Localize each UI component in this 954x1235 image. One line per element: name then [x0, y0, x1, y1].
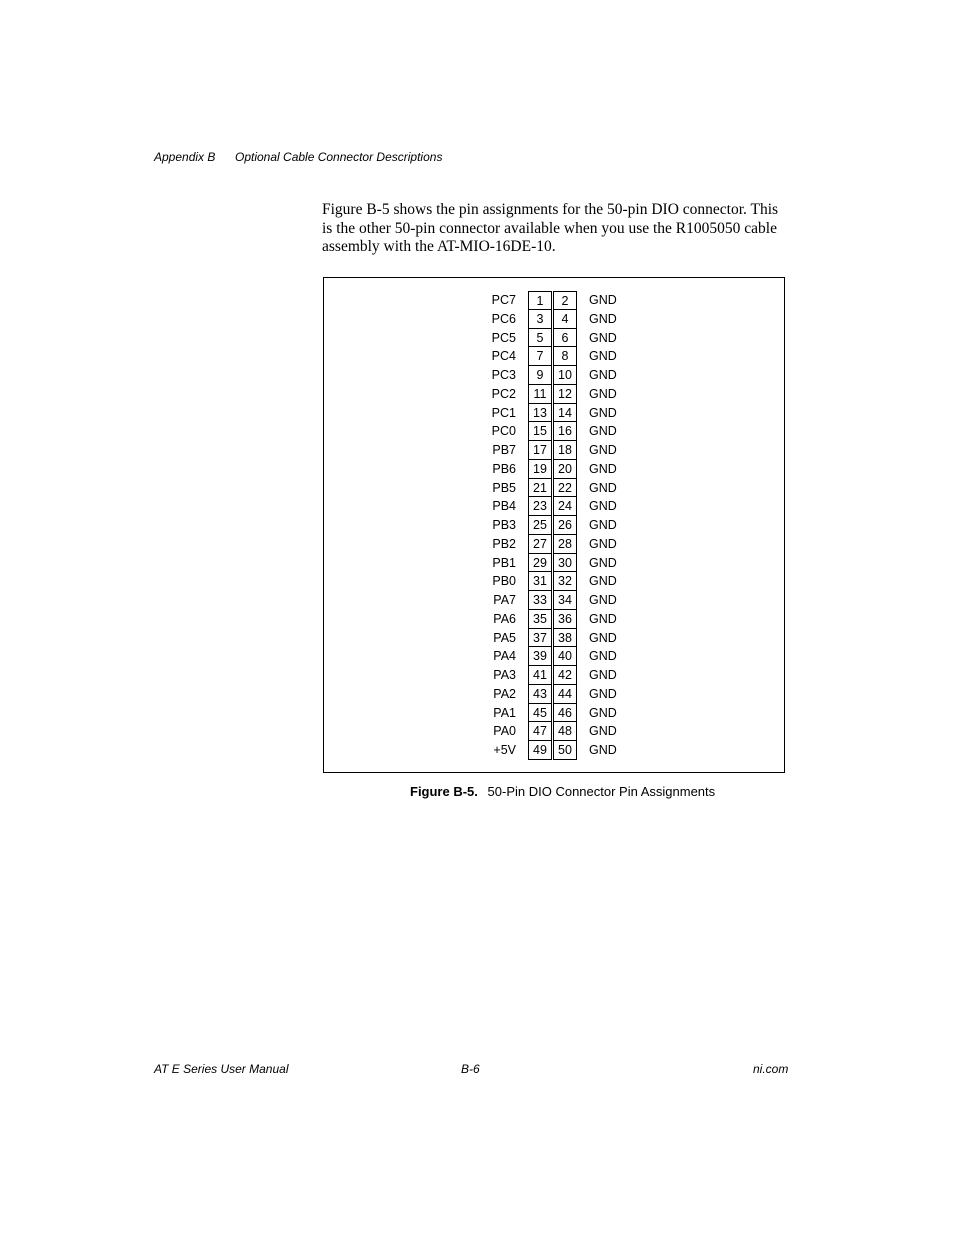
ground-label: GND [589, 555, 617, 570]
pin-number-even: 8 [553, 347, 577, 366]
pin-number-even: 2 [553, 291, 577, 310]
signal-label: PC0 [491, 424, 516, 439]
pin-row [324, 572, 784, 591]
pin-number-even: 44 [553, 685, 577, 704]
pin-row [324, 685, 784, 704]
signal-label: PB4 [492, 499, 516, 514]
ground-label: GND [589, 705, 617, 720]
signal-label: PB7 [492, 443, 516, 457]
pin-number-even: 24 [553, 497, 577, 516]
running-header [154, 150, 443, 164]
ground-label: GND [589, 386, 617, 401]
pin-number-odd: 3 [528, 310, 552, 329]
ground-label: GND [589, 743, 617, 757]
signal-label: PA1 [493, 705, 516, 720]
pin-number-even: 36 [553, 610, 577, 629]
pin-number-even: 38 [553, 629, 577, 648]
signal-label: PA4 [493, 649, 516, 664]
pin-number-even: 22 [553, 479, 577, 498]
signal-label: +5V [493, 743, 516, 757]
ground-label: GND [589, 536, 617, 551]
intro-line: Figure B-5 shows the pin assignments for the 50-pin DIO connector. This [322, 201, 779, 218]
signal-label: PA0 [493, 724, 516, 739]
ground-label: GND [589, 611, 617, 626]
pin-row [324, 610, 784, 629]
pin-row [324, 554, 784, 573]
pin-number-even: 26 [553, 516, 577, 535]
pin-number-odd: 15 [528, 422, 552, 441]
header-appendix: Appendix B [154, 150, 216, 164]
pin-number-even: 10 [553, 366, 577, 385]
ground-label: GND [589, 424, 617, 439]
intro-line: assembly with the AT-MIO-16DE-10. [322, 238, 556, 255]
pin-number-odd: 25 [528, 516, 552, 535]
pin-row [324, 366, 784, 385]
ground-label: GND [589, 724, 617, 739]
ground-label: GND [589, 443, 617, 457]
pin-number-even: 34 [553, 591, 577, 610]
signal-label: PB2 [492, 536, 516, 551]
pin-number-odd: 49 [528, 741, 552, 760]
pin-row [324, 329, 784, 348]
pin-number-odd: 39 [528, 647, 552, 666]
figure-label: Figure B-5. [410, 784, 478, 799]
pin-number-even: 32 [553, 572, 577, 591]
signal-label: PA5 [493, 630, 516, 645]
pin-number-even: 48 [553, 722, 577, 741]
figure-caption [410, 784, 715, 799]
pin-number-even: 4 [553, 310, 577, 329]
footer-website: ni.com [753, 1062, 789, 1076]
signal-label: PA6 [493, 611, 516, 626]
pin-row [324, 647, 784, 666]
pin-number-odd: 23 [528, 497, 552, 516]
ground-label: GND [589, 686, 617, 701]
intro-paragraph [322, 201, 788, 257]
pin-row [324, 479, 784, 498]
pin-row [324, 291, 784, 310]
pin-number-odd: 29 [528, 554, 552, 573]
pin-row [324, 666, 784, 685]
ground-label: GND [589, 668, 617, 682]
pin-number-odd: 45 [528, 704, 552, 723]
signal-label: PA2 [493, 686, 516, 701]
signal-label: PB6 [492, 461, 516, 476]
pin-number-even: 28 [553, 535, 577, 554]
pin-number-odd: 11 [528, 385, 552, 404]
signal-label: PC2 [491, 386, 516, 401]
pin-number-odd: 41 [528, 666, 552, 685]
pin-number-odd: 21 [528, 479, 552, 498]
pin-row [324, 460, 784, 479]
pin-number-odd: 19 [528, 460, 552, 479]
ground-label: GND [589, 480, 617, 495]
pin-row [324, 722, 784, 741]
pin-number-odd: 43 [528, 685, 552, 704]
pin-row [324, 347, 784, 366]
signal-label: PB3 [492, 518, 516, 532]
pin-row [324, 497, 784, 516]
signal-label: PC7 [491, 293, 516, 307]
pin-number-even: 40 [553, 647, 577, 666]
ground-label: GND [589, 630, 617, 645]
figure-title: 50-Pin DIO Connector Pin Assignments [487, 784, 716, 799]
pin-number-odd: 13 [528, 404, 552, 423]
pin-row [324, 516, 784, 535]
pin-number-even: 6 [553, 329, 577, 348]
pin-number-even: 16 [553, 422, 577, 441]
ground-label: GND [589, 368, 617, 382]
signal-label: PC4 [491, 349, 516, 364]
ground-label: GND [589, 574, 617, 589]
ground-label: GND [589, 518, 617, 532]
signal-label: PB0 [492, 574, 516, 589]
signal-label: PC5 [491, 330, 516, 345]
pin-row [324, 741, 784, 760]
ground-label: GND [589, 349, 617, 364]
footer-page-number: B-6 [461, 1062, 480, 1076]
ground-label: GND [589, 330, 617, 345]
ground-label: GND [589, 499, 617, 514]
ground-label: GND [589, 649, 617, 664]
pin-number-odd: 7 [528, 347, 552, 366]
signal-label: PB1 [492, 555, 516, 570]
pin-number-odd: 35 [528, 610, 552, 629]
signal-label: PC6 [491, 311, 516, 326]
pin-number-odd: 27 [528, 535, 552, 554]
connector-diagram [323, 277, 785, 773]
header-section: Optional Cable Connector Descriptions [235, 150, 443, 164]
pin-row [324, 404, 784, 423]
pin-row [324, 441, 784, 460]
pin-row [324, 385, 784, 404]
pin-number-even: 20 [553, 460, 577, 479]
pin-number-even: 12 [553, 385, 577, 404]
pin-number-odd: 1 [528, 291, 552, 310]
pin-number-odd: 47 [528, 722, 552, 741]
pin-number-odd: 33 [528, 591, 552, 610]
pin-number-even: 14 [553, 404, 577, 423]
pin-number-even: 18 [553, 441, 577, 460]
footer-manual-title: AT E Series User Manual [154, 1062, 289, 1076]
ground-label: GND [589, 293, 617, 307]
pin-number-even: 50 [553, 741, 577, 760]
pin-row [324, 310, 784, 329]
signal-label: PC1 [491, 405, 516, 420]
pin-number-odd: 9 [528, 366, 552, 385]
signal-label: PB5 [492, 480, 516, 495]
pin-number-even: 30 [553, 554, 577, 573]
pin-row [324, 704, 784, 723]
pin-row [324, 422, 784, 441]
pin-row [324, 535, 784, 554]
ground-label: GND [589, 593, 617, 607]
pin-number-odd: 37 [528, 629, 552, 648]
ground-label: GND [589, 461, 617, 476]
pin-number-odd: 31 [528, 572, 552, 591]
signal-label: PC3 [491, 368, 516, 382]
signal-label: PA3 [493, 668, 516, 682]
ground-label: GND [589, 311, 617, 326]
intro-line: is the other 50-pin connector available when you use the R1005050 cable [322, 219, 777, 237]
pin-number-odd: 17 [528, 441, 552, 460]
pin-row [324, 591, 784, 610]
pin-number-even: 42 [553, 666, 577, 685]
pin-row [324, 629, 784, 648]
pin-number-even: 46 [553, 704, 577, 723]
ground-label: GND [589, 405, 617, 420]
signal-label: PA7 [493, 593, 516, 607]
pin-number-odd: 5 [528, 329, 552, 348]
